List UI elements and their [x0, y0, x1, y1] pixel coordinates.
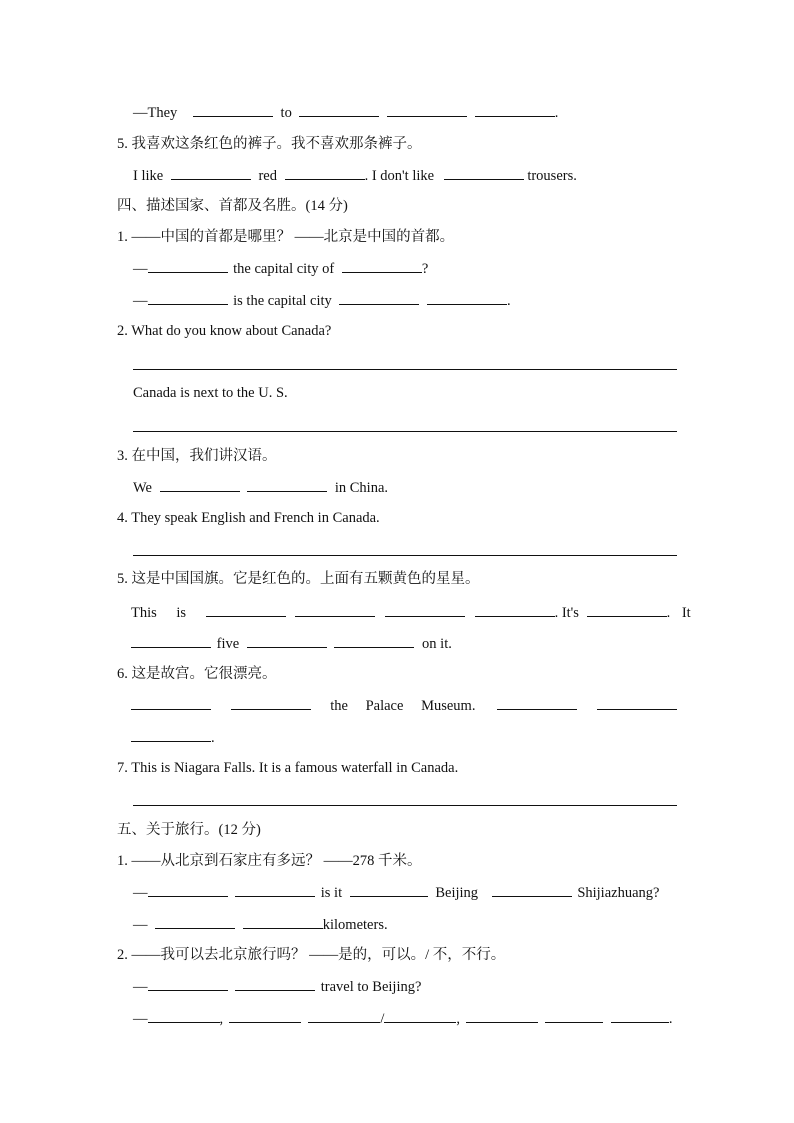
- text: .: [666, 605, 671, 621]
- blank[interactable]: [148, 290, 228, 305]
- blank[interactable]: [545, 1008, 603, 1023]
- text: the capital city of: [233, 261, 335, 277]
- blank[interactable]: [587, 602, 667, 617]
- blank[interactable]: [444, 165, 524, 180]
- blank[interactable]: [131, 727, 211, 742]
- text: This: [131, 605, 157, 621]
- text: Museum.: [421, 698, 476, 714]
- blank[interactable]: [131, 695, 211, 710]
- section-4-title: 四、描述国家、首都及名胜。(14 分): [117, 198, 348, 214]
- blank[interactable]: [475, 102, 555, 117]
- answer-line-they: [133, 102, 558, 123]
- blank[interactable]: [148, 976, 228, 991]
- blank[interactable]: [247, 477, 327, 492]
- blank[interactable]: [475, 602, 555, 617]
- s4-q6-answer-line-1: [131, 695, 677, 716]
- s4-q5-answer-line-1: [131, 602, 691, 623]
- blank[interactable]: [235, 882, 315, 897]
- blank[interactable]: [295, 602, 375, 617]
- s4-question-1-prompt: 1. ——中国的首都是哪里？ ——北京是中国的首都。: [117, 229, 455, 245]
- blank[interactable]: [597, 695, 677, 710]
- text: trousers.: [527, 168, 577, 184]
- text: —: [133, 979, 148, 995]
- s4-q1-answer-line-1: [133, 258, 428, 279]
- blank[interactable]: [342, 258, 422, 273]
- blank[interactable]: [384, 1008, 456, 1023]
- blank[interactable]: [148, 882, 228, 897]
- blank[interactable]: [497, 695, 577, 710]
- blank[interactable]: [148, 258, 228, 273]
- s4-question-4-prompt: 4. They speak English and French in Canada.: [117, 510, 380, 526]
- s4-question-5-prompt: 5. 这是中国国旗。它是红色的。上面有五颗黄色的星星。: [117, 571, 480, 587]
- blank[interactable]: [229, 1008, 301, 1023]
- text: kilometers.: [322, 917, 388, 933]
- text: We: [133, 480, 152, 496]
- text: .: [668, 1011, 673, 1027]
- s5-q2-answer-line-2: [133, 1008, 673, 1029]
- text: It: [681, 605, 691, 621]
- text: —: [133, 885, 148, 901]
- blank[interactable]: [231, 695, 311, 710]
- text: red: [258, 168, 277, 184]
- text: —: [133, 1011, 148, 1027]
- blank[interactable]: [235, 976, 315, 991]
- answer-write-line[interactable]: [133, 805, 677, 806]
- text: —: [133, 917, 148, 933]
- blank[interactable]: [285, 165, 365, 180]
- blank[interactable]: [308, 1008, 380, 1023]
- blank[interactable]: [193, 102, 273, 117]
- blank[interactable]: [387, 102, 467, 117]
- blank[interactable]: [243, 914, 323, 929]
- s4-question-3-prompt: 3. 在中国，我们讲汉语。: [117, 448, 277, 464]
- blank[interactable]: [466, 1008, 538, 1023]
- text: —: [133, 261, 148, 277]
- blank[interactable]: [427, 290, 507, 305]
- section-5-title: 五、关于旅行。(12 分): [117, 822, 261, 838]
- blank[interactable]: [334, 633, 414, 648]
- blank[interactable]: [339, 290, 419, 305]
- text: ,: [456, 1011, 461, 1027]
- s5-q1-answer-line-1: [133, 882, 659, 903]
- text: .: [211, 730, 215, 746]
- text: in China.: [334, 480, 389, 496]
- blank[interactable]: [299, 102, 379, 117]
- blank[interactable]: [611, 1008, 669, 1023]
- s5-q1-answer-line-2: [133, 914, 388, 935]
- s5-question-2-prompt: 2. ——我可以去北京旅行吗？ ——是的，可以。/ 不，不行。: [117, 947, 506, 963]
- blank[interactable]: [131, 633, 211, 648]
- text: on it.: [422, 636, 452, 652]
- blank[interactable]: [350, 882, 428, 897]
- text: five: [216, 636, 240, 652]
- text: is: [176, 605, 187, 621]
- question-5-prompt: 5. 我喜欢这条红色的裤子。我不喜欢那条裤子。: [117, 136, 422, 152]
- text: ?: [421, 261, 429, 277]
- text: travel to Beijing?: [320, 979, 422, 995]
- s4-q1-answer-line-2: [133, 290, 511, 311]
- text: is it: [320, 885, 343, 901]
- text: I like: [133, 168, 164, 184]
- blank[interactable]: [155, 914, 235, 929]
- s4-q5-answer-line-2: [131, 633, 452, 654]
- text: . I don't like: [364, 168, 435, 184]
- blank[interactable]: [160, 477, 240, 492]
- blank[interactable]: [385, 602, 465, 617]
- s4-q6-answer-line-2: [131, 727, 215, 748]
- s5-question-1-prompt: 1. ——从北京到石家庄有多远？ ——278 千米。: [117, 853, 422, 869]
- answer-write-line[interactable]: [133, 555, 677, 556]
- s4-q3-answer-line: [133, 477, 388, 498]
- answer-write-line[interactable]: [133, 369, 677, 370]
- text: Palace: [365, 698, 404, 714]
- s4-question-6-prompt: 6. 这是故宫。它很漂亮。: [117, 666, 277, 682]
- blank[interactable]: [171, 165, 251, 180]
- blank[interactable]: [492, 882, 572, 897]
- answer-line-q5: [133, 165, 577, 186]
- text: .: [554, 105, 559, 121]
- blank[interactable]: [206, 602, 286, 617]
- text: Beijing: [435, 885, 479, 901]
- text: . It's: [554, 605, 579, 621]
- text: .: [507, 293, 511, 309]
- s4-q2-example-answer: Canada is next to the U. S.: [133, 385, 288, 401]
- text: Shijiazhuang?: [577, 885, 660, 901]
- answer-write-line[interactable]: [133, 431, 677, 432]
- text: the: [330, 698, 348, 714]
- blank[interactable]: [247, 633, 327, 648]
- s4-question-2-prompt: 2. What do you know about Canada?: [117, 323, 332, 339]
- text: ,: [219, 1011, 224, 1027]
- text: —: [133, 293, 148, 309]
- s5-q2-answer-line-1: [133, 976, 421, 997]
- s4-question-7-prompt: 7. This is Niagara Falls. It is a famous waterfall in Canada.: [117, 760, 459, 776]
- text: to: [280, 105, 292, 121]
- text: is the capital city: [233, 293, 332, 309]
- text: /: [380, 1011, 385, 1027]
- blank[interactable]: [148, 1008, 220, 1023]
- text: —They: [133, 105, 178, 121]
